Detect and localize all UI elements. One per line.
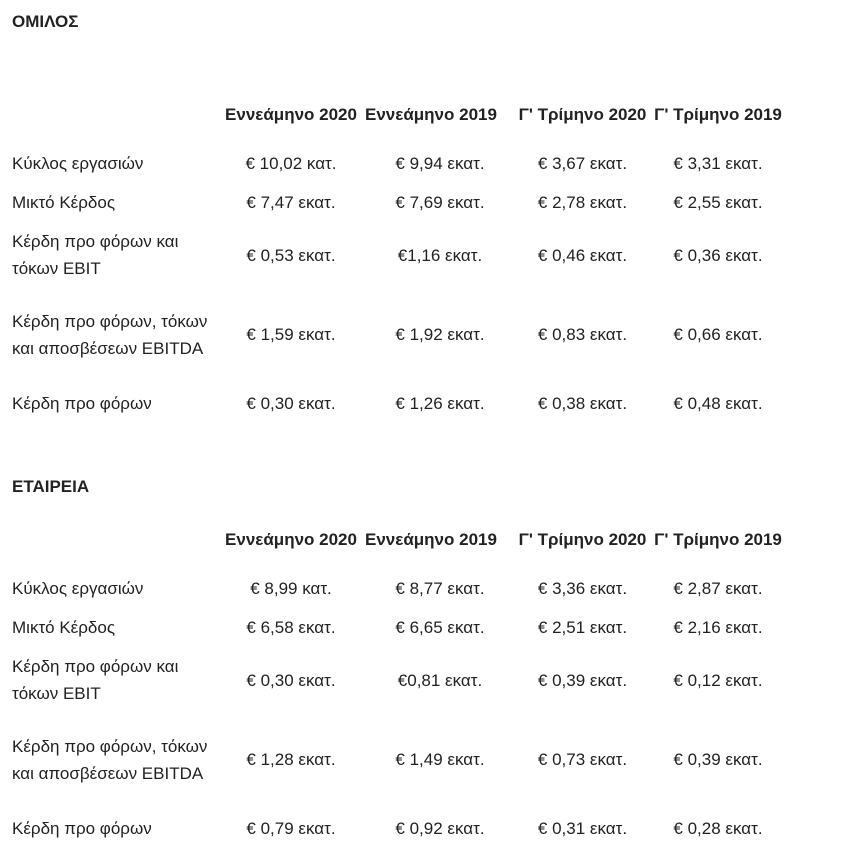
cell-q3-2019: € 2,87 εκατ. — [673, 578, 763, 598]
cell-9m-2020: € 0,30 εκατ. — [246, 670, 336, 690]
cell-9m-2020: € 8,99 κατ. — [250, 578, 332, 598]
group-section-title: ΟΜΙΛΟΣ — [12, 12, 79, 31]
table-row — [12, 381, 786, 425]
cell-q3-2020: € 3,67 εκατ. — [537, 153, 628, 173]
cell-q3-2019: € 3,31 εκατ. — [673, 153, 763, 173]
cell-q3-2019: € 0,39 εκατ. — [673, 750, 763, 769]
row-label: Κέρδη προ φόρων — [12, 818, 152, 838]
cell-9m-2020: € 0,53 εκατ. — [246, 245, 336, 265]
header-q3-2020: Γ' Τρίμηνο 2020 — [518, 104, 647, 124]
cell-q3-2020: € 0,38 εκατ. — [537, 393, 628, 413]
table-row — [12, 568, 786, 608]
cell-q3-2020: € 0,31 εκατ. — [537, 818, 628, 838]
cell-9m-2020: € 1,28 εκατ. — [246, 750, 336, 769]
cell-q3-2019: € 0,66 εκατ. — [673, 325, 763, 344]
cell-9m-2019: € 6,65 εκατ. — [395, 618, 485, 637]
table-row — [12, 608, 786, 647]
cell-q3-2020: € 2,78 εκατ. — [537, 193, 628, 212]
cell-9m-2019: €1,16 εκατ. — [397, 245, 483, 265]
cell-q3-2020: € 0,73 εκατ. — [537, 750, 628, 769]
header-q3-2019: Γ' Τρίμηνο 2019 — [654, 529, 782, 549]
cell-q3-2020: € 0,83 εκατ. — [537, 325, 628, 344]
company-section-title: ΕΤΑΙΡΕΙΑ — [12, 477, 90, 496]
table-header-row — [12, 510, 786, 568]
cell-q3-2020: € 0,46 εκατ. — [537, 245, 628, 265]
table-row — [12, 143, 786, 183]
row-label: Μικτό Κέρδος — [12, 193, 116, 212]
row-label: Κύκλος εργασιών — [12, 153, 144, 173]
cell-9m-2020: € 0,79 εκατ. — [246, 818, 336, 838]
cell-9m-2019: € 1,92 εκατ. — [395, 325, 485, 344]
table-row — [12, 647, 786, 713]
cell-9m-2019: € 1,49 εκατ. — [395, 750, 485, 769]
table-row — [12, 713, 786, 806]
row-label: Μικτό Κέρδος — [12, 618, 116, 637]
cell-q3-2019: € 0,12 εκατ. — [673, 670, 763, 690]
cell-9m-2020: € 6,58 εκατ. — [246, 618, 336, 637]
cell-9m-2020: € 10,02 κατ. — [245, 153, 337, 173]
cell-9m-2019: € 8,77 εκατ. — [395, 578, 485, 598]
header-9m-2019: Εννεάμηνο 2019 — [365, 529, 497, 549]
header-9m-2019: Εννεάμηνο 2019 — [365, 104, 497, 124]
cell-9m-2020: € 1,59 εκατ. — [246, 325, 336, 344]
table-header-row — [12, 85, 786, 143]
table-row — [12, 288, 786, 381]
cell-q3-2019: € 0,28 εκατ. — [673, 818, 763, 838]
header-q3-2019: Γ' Τρίμηνο 2019 — [654, 104, 782, 124]
header-empty — [12, 510, 217, 568]
cell-9m-2019: € 9,94 εκατ. — [395, 153, 485, 173]
table-row — [12, 183, 786, 222]
cell-9m-2019: € 1,26 εκατ. — [395, 393, 485, 413]
header-9m-2020: Εννεάμηνο 2020 — [225, 529, 357, 549]
cell-9m-2019: €0,81 εκατ. — [397, 670, 483, 690]
cell-q3-2020: € 2,51 εκατ. — [537, 618, 628, 637]
cell-q3-2019: € 2,55 εκατ. — [673, 193, 763, 212]
table-row — [12, 806, 786, 850]
row-label: Κέρδη προ φόρων, τόκων και αποσβέσεων EBITDA — [12, 311, 208, 358]
cell-9m-2020: € 0,30 εκατ. — [246, 393, 336, 413]
cell-9m-2019: € 7,69 εκατ. — [395, 193, 485, 212]
cell-q3-2019: € 0,48 εκατ. — [673, 393, 763, 413]
row-label: Κέρδη προ φόρων και τόκων EBIT — [12, 232, 179, 278]
table-row — [12, 222, 786, 288]
row-label: Κέρδη προ φόρων, τόκων και αποσβέσεων EBITDA — [12, 736, 208, 783]
row-label: Κέρδη προ φόρων — [12, 393, 152, 413]
cell-q3-2019: € 2,16 εκατ. — [673, 618, 763, 637]
row-label: Κύκλος εργασιών — [12, 578, 144, 598]
header-empty — [12, 85, 217, 143]
header-9m-2020: Εννεάμηνο 2020 — [225, 104, 357, 124]
cell-9m-2020: € 7,47 εκατ. — [246, 193, 336, 212]
company-results-table — [12, 510, 786, 850]
group-results-table — [12, 85, 786, 425]
cell-q3-2020: € 0,39 εκατ. — [537, 670, 628, 690]
cell-q3-2020: € 3,36 εκατ. — [537, 578, 628, 598]
cell-q3-2019: € 0,36 εκατ. — [673, 245, 763, 265]
row-label: Κέρδη προ φόρων και τόκων EBIT — [12, 657, 179, 703]
header-q3-2020: Γ' Τρίμηνο 2020 — [518, 529, 647, 549]
cell-9m-2019: € 0,92 εκατ. — [395, 818, 485, 838]
